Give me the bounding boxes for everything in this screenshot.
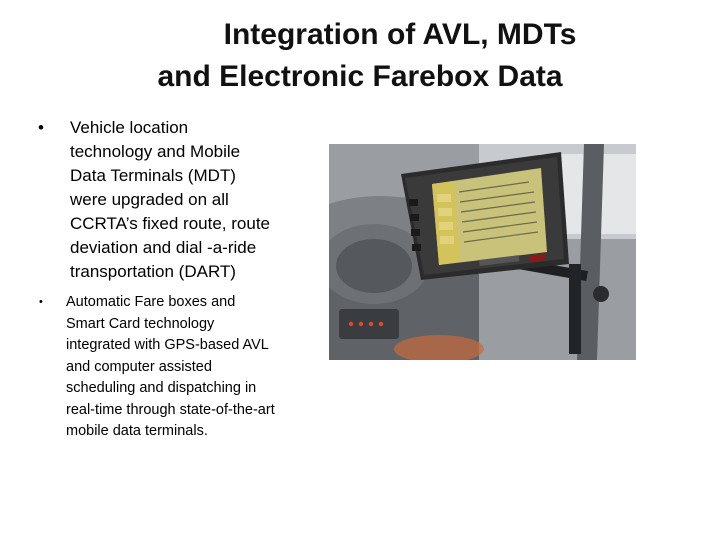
bullet-list (30, 116, 290, 443)
title-line-2: and Electronic Farebox Data (157, 60, 563, 93)
terminal-illustration (329, 144, 636, 360)
bullet-item-2 (30, 292, 276, 443)
bullet-text-1: Vehicle location technology and Mobile Data Terminals (MDT) were upgraded on all CCRTA’s fixed route, route deviation and dial -a-ride transportation (DART) (70, 118, 270, 281)
bullet-marker: • (39, 296, 43, 308)
slide-title (40, 14, 680, 98)
bullet-item-1 (30, 116, 270, 284)
title-line-1: Integration of AVL, MDTs (223, 18, 577, 51)
mobile-data-terminal-photo (329, 144, 636, 360)
bullet-marker: • (38, 118, 44, 137)
bullet-text-2: Automatic Fare boxes and Smart Card technology integrated with GPS-based AVL and computer assisted scheduling and dispatching in real-time through state-of-the-art mobile data terminals. (66, 294, 275, 439)
